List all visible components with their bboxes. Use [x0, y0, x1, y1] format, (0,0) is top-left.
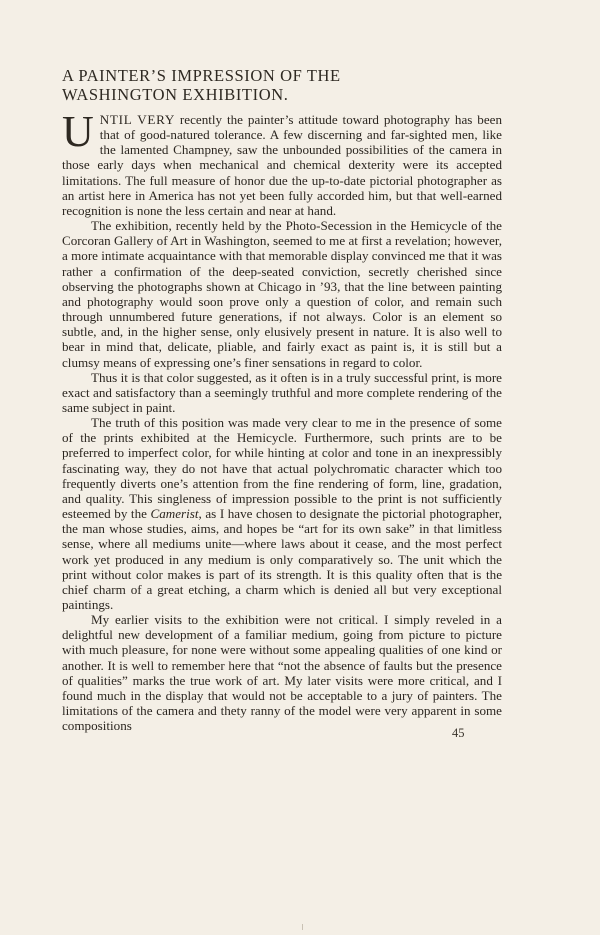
article-title	[62, 66, 502, 104]
page-number: 45	[452, 726, 465, 740]
camerist-term: Camerist	[150, 506, 199, 522]
paragraph-4-text-a: The truth of this position was made very clear to me in the presence of some of the prints exhibited at the Hemicycle. Furthermore, such prints are to be preferred to imperfect color, for while hinting at color and tone in an inexpressibly fascinating way, they do not have that actual polychromatic character which too frequently diverts one’s attention from the fine rendering of form, line, gradation, and quality. This singleness of impression possible to the print is not sufficiently esteemed by the	[62, 415, 502, 522]
title-line-1: A PAINTER’S IMPRESSION OF THE	[62, 66, 341, 85]
article-body	[62, 107, 503, 734]
gutter-mark	[302, 924, 303, 930]
paragraph-4	[62, 415, 502, 612]
paragraph-1-text: recently the painter’s attitude toward photography has been that of good-natured tolerance. A few discerning and far-sighted men, like the lamented Champney, saw the unbounded possibilities of the camera in those early days when mechanical and chemical dexterity were its accepted limitations. The full measure of honor due the up-to-date pictorial photographer as an artist here in America has not yet been fully accorded him, but that well-earned recognition is none the less certain and near at hand.	[62, 112, 503, 218]
drop-cap: U	[62, 107, 94, 156]
lead-caps: NTIL VERY	[99, 112, 176, 127]
paragraph-2: The exhibition, recently held by the Photo-Secession in the Hemicycle of the Corcoran Gallery of Art in Washington, seemed to me at first a revelation; however, a more intimate acquaintance with that memorable display convinced me that it was rather a confirmation of the deep-seated conviction, secretly cherished since observing the photographs shown at Chicago in ’93, that the line between painting and photography would soon prove only a question of color, and remain such through unnumbered future generations, if not always. Color is an element so subtle, and, in the higher sense, only elusively present in nature. It is also well to bear in mind that, delicate, pliable, and fairly exact as paint is, it is still but a clumsy means of expressing one’s finer sensations in regard to color.	[62, 218, 502, 370]
paragraph-1	[62, 107, 503, 218]
paragraph-3: Thus it is that color suggested, as it often is in a truly successful print, is more exact and satisfactory than a seemingly truthful and more complete rendering of the same subject in paint.	[62, 369, 502, 415]
paragraph-4-text-b: , as I have chosen to designate the pictorial photographer, the man whose studies, aims, and hopes be “art for its own sake” in that limitless sense, where all mediums unite—where laws about it cease, and the most perfect work yet produced in any medium is only comparatively so. The unit which the print without color makes is part of its strength. It is this quality often that is the chief charm of a great etching, a charm which is denied all but very exceptional paintings.	[62, 506, 502, 612]
title-line-2: WASHINGTON EXHIBITION.	[62, 85, 289, 104]
paragraph-5: My earlier visits to the exhibition were not critical. I simply reveled in a delightful new development of a familiar medium, going from picture to picture with much pleasure, for none were without some appealing qualities of one kind or another. It is well to remember here that “not the absence of faults but the presence of qualities” marks the true work of art. My later visits were more critical, and I found much in the display that would not be acceptable to a jury of painters. The limitations of the camera and thety ranny of the model were very apparent in some compositions	[62, 612, 502, 734]
